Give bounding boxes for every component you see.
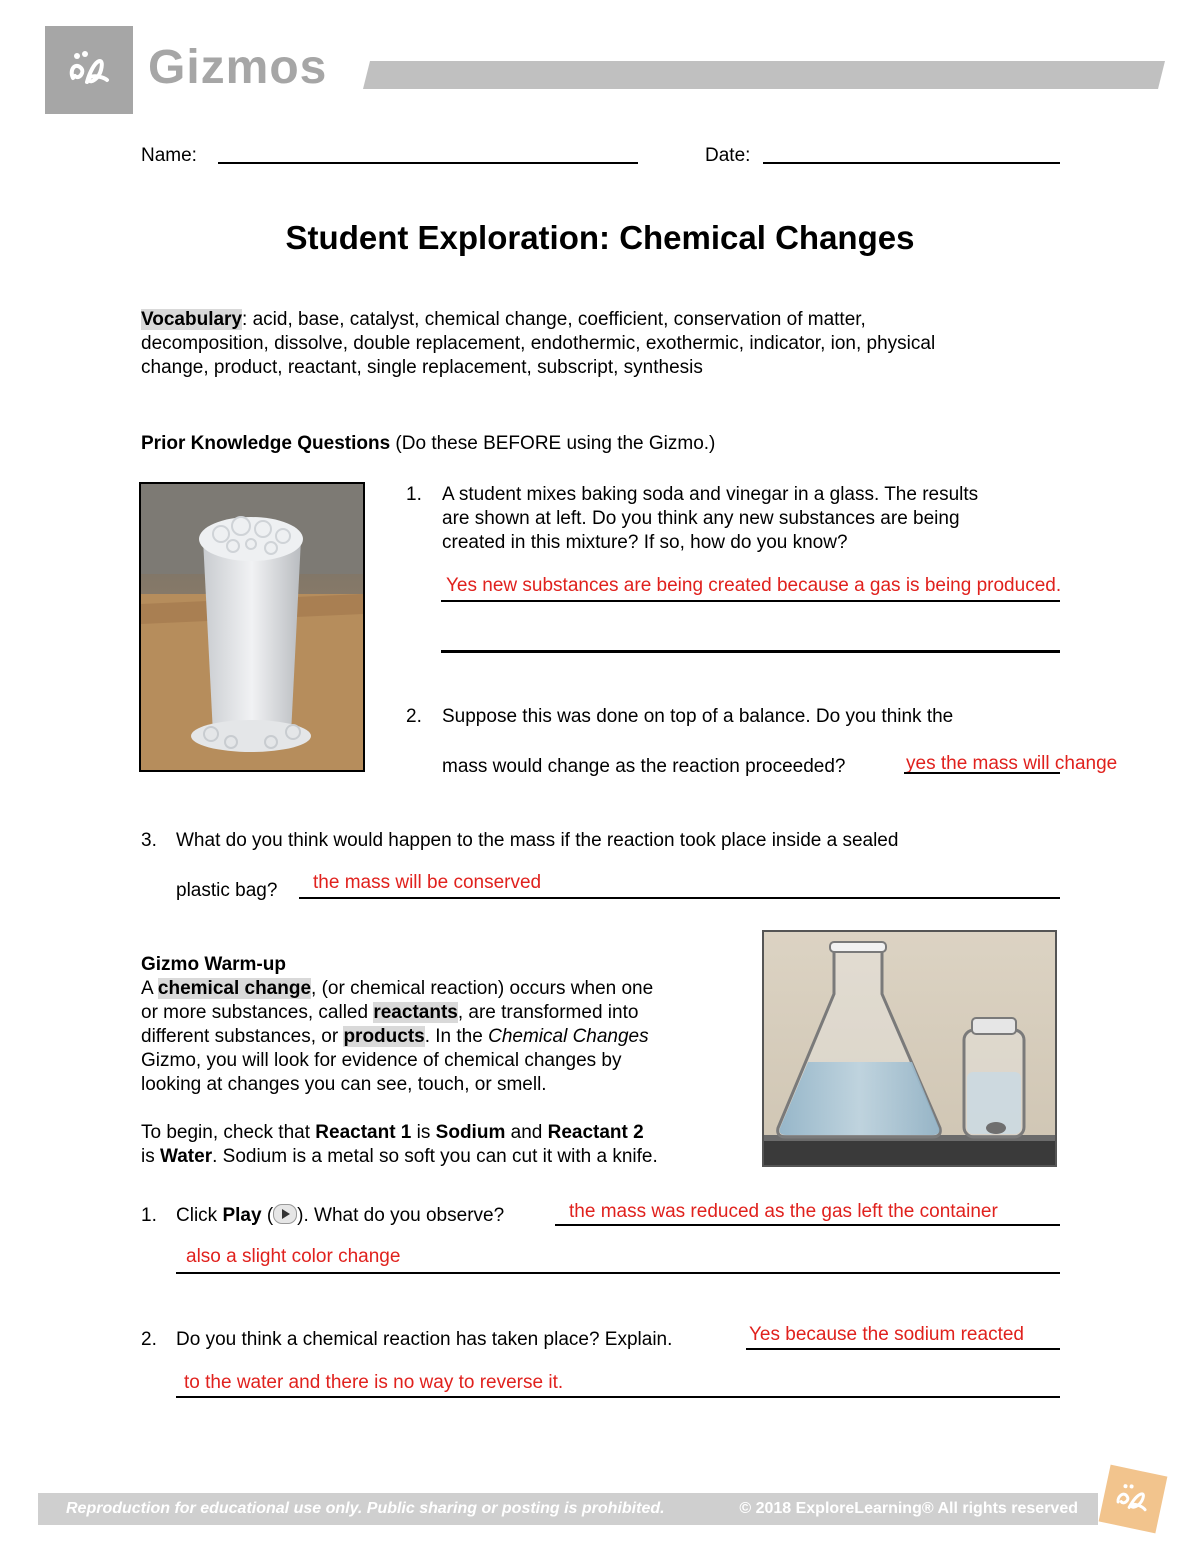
- warmup-p2-e: . Sodium is a metal so soft you can cut it with a knife.: [212, 1146, 658, 1167]
- gizmo-name-italic: Chemical Changes: [488, 1026, 649, 1047]
- term-reactants: reactants: [373, 1002, 458, 1023]
- sodium-label: Sodium: [435, 1122, 506, 1143]
- prior-knowledge-note: (Do these BEFORE using the Gizmo.): [390, 433, 716, 454]
- pk-q1-answer-line-2[interactable]: [441, 650, 1060, 653]
- pk-q1-line-2: are shown at left. Do you think any new substances are being: [442, 508, 960, 529]
- pk-q1-line-3: created in this mixture? If so, how do you know?: [442, 532, 848, 553]
- vocabulary-label: Vocabulary: [141, 309, 243, 330]
- el-footer-logo-icon: [1099, 1465, 1168, 1534]
- wu-q1-text: [176, 1204, 504, 1228]
- el-script-logo-icon: [59, 40, 119, 100]
- pk-q1-line-1: A student mixes baking soda and vinegar in a glass. The results: [442, 484, 979, 505]
- pk-q1-answer: Yes new substances are being created because a gas is being produced.: [446, 575, 1062, 596]
- vocabulary-text-3: change, product, reactant, single replacement, subscript, synthesis: [141, 357, 703, 378]
- play-icon[interactable]: [273, 1204, 297, 1224]
- pk-q3-answer: the mass will be conserved: [313, 872, 542, 893]
- name-label: Name:: [141, 145, 197, 166]
- vocabulary-text-1: : acid, base, catalyst, chemical change, coefficient, conservation of matter,: [242, 309, 866, 330]
- wu-q2-answer-2: to the water and there is no way to reverse it.: [184, 1372, 564, 1393]
- vocabulary-text-2: decomposition, dissolve, double replacement, endothermic, exothermic, indicator, ion, physical: [141, 333, 936, 354]
- pk-q1-number: 1.: [406, 484, 422, 505]
- warmup-p1-d: , are transformed into: [457, 1002, 639, 1023]
- date-field[interactable]: [763, 162, 1060, 164]
- wu-q2-answer-line-1[interactable]: [746, 1348, 1060, 1350]
- warmup-p2-a: To begin, check that: [141, 1122, 316, 1143]
- header-bar: [363, 61, 1165, 89]
- wu-q1-answer-1: the mass was reduced as the gas left the container: [569, 1201, 998, 1222]
- brand-name: Gizmos: [148, 41, 328, 94]
- pk-q2-line-1: Suppose this was done on top of a balance. Do you think the: [442, 706, 954, 727]
- wu-q1-post: ). What do you observe?: [297, 1205, 505, 1226]
- name-field[interactable]: [218, 162, 638, 164]
- warmup-p1-h: looking at changes you can see, touch, or smell.: [141, 1074, 547, 1095]
- prior-knowledge-heading: [141, 432, 715, 456]
- footer-bar: [38, 1493, 1098, 1525]
- term-chemical-change: chemical change: [157, 978, 312, 999]
- warmup-p1-e: different substances, or: [141, 1026, 344, 1047]
- pk-q2-answer: yes the mass will change: [906, 753, 1118, 774]
- pk-q2-line-2: mass would change as the reaction proceeded?: [442, 756, 846, 777]
- wu-q2-number: 2.: [141, 1329, 157, 1350]
- flask-and-jar-image: [762, 930, 1057, 1167]
- page-title: Student Exploration: Chemical Changes: [285, 219, 915, 256]
- warmup-block: [141, 953, 741, 1169]
- warmup-p1-b: , (or chemical reaction) occurs when one: [311, 978, 654, 999]
- pk-q3-line-1: What do you think would happen to the mass if the reaction took place inside a sealed: [176, 830, 899, 851]
- pk-q1-answer-line-1[interactable]: [441, 600, 1060, 602]
- warmup-p1-c: or more substances, called: [141, 1002, 374, 1023]
- warmup-p1-a: A: [141, 978, 158, 999]
- wu-q1-pre: Click: [176, 1205, 223, 1226]
- wu-q1-answer-line-2[interactable]: [176, 1272, 1060, 1274]
- prior-knowledge-title: Prior Knowledge Questions: [141, 433, 391, 454]
- gizmos-logo: [45, 26, 133, 114]
- warmup-p1-g: Gizmo, you will look for evidence of chemical changes by: [141, 1050, 622, 1071]
- wu-q2-answer-line-2[interactable]: [176, 1396, 1060, 1398]
- wu-q1-paren: (: [261, 1205, 274, 1226]
- pk-q2-number: 2.: [406, 706, 422, 727]
- baking-soda-vinegar-photo: [139, 482, 365, 772]
- warmup-p2-c: and: [505, 1122, 548, 1143]
- wu-q1-number: 1.: [141, 1205, 157, 1226]
- water-label: Water: [160, 1146, 213, 1167]
- term-products: products: [343, 1026, 425, 1047]
- wu-q2-text: Do you think a chemical reaction has taken place? Explain.: [176, 1329, 673, 1350]
- wu-q1-answer-line-1[interactable]: [555, 1224, 1060, 1226]
- play-label: Play: [222, 1205, 262, 1226]
- reactant-1-label: Reactant 1: [315, 1122, 412, 1143]
- warmup-p2-b: is: [411, 1122, 436, 1143]
- footer-disclaimer: Reproduction for educational use only. Public sharing or posting is prohibited.: [66, 1500, 665, 1517]
- vocabulary-block: [141, 308, 1101, 380]
- pk-q3-line-2: plastic bag?: [176, 880, 278, 901]
- reactant-2-label: Reactant 2: [547, 1122, 644, 1143]
- footer-copyright: © 2018 ExploreLearning® All rights reserved: [739, 1500, 1078, 1517]
- pk-q3-number: 3.: [141, 830, 157, 851]
- wu-q1-answer-2: also a slight color change: [186, 1246, 401, 1267]
- pk-q2-answer-line[interactable]: [904, 772, 1060, 774]
- pk-q1-text: [442, 483, 1082, 555]
- warmup-p1-f: . In the: [424, 1026, 489, 1047]
- date-label: Date:: [705, 145, 751, 166]
- warmup-heading: Gizmo Warm-up: [141, 954, 286, 975]
- warmup-p2-d: is: [141, 1146, 160, 1167]
- wu-q2-answer-1: Yes because the sodium reacted: [749, 1324, 1024, 1345]
- pk-q3-answer-line[interactable]: [299, 897, 1060, 899]
